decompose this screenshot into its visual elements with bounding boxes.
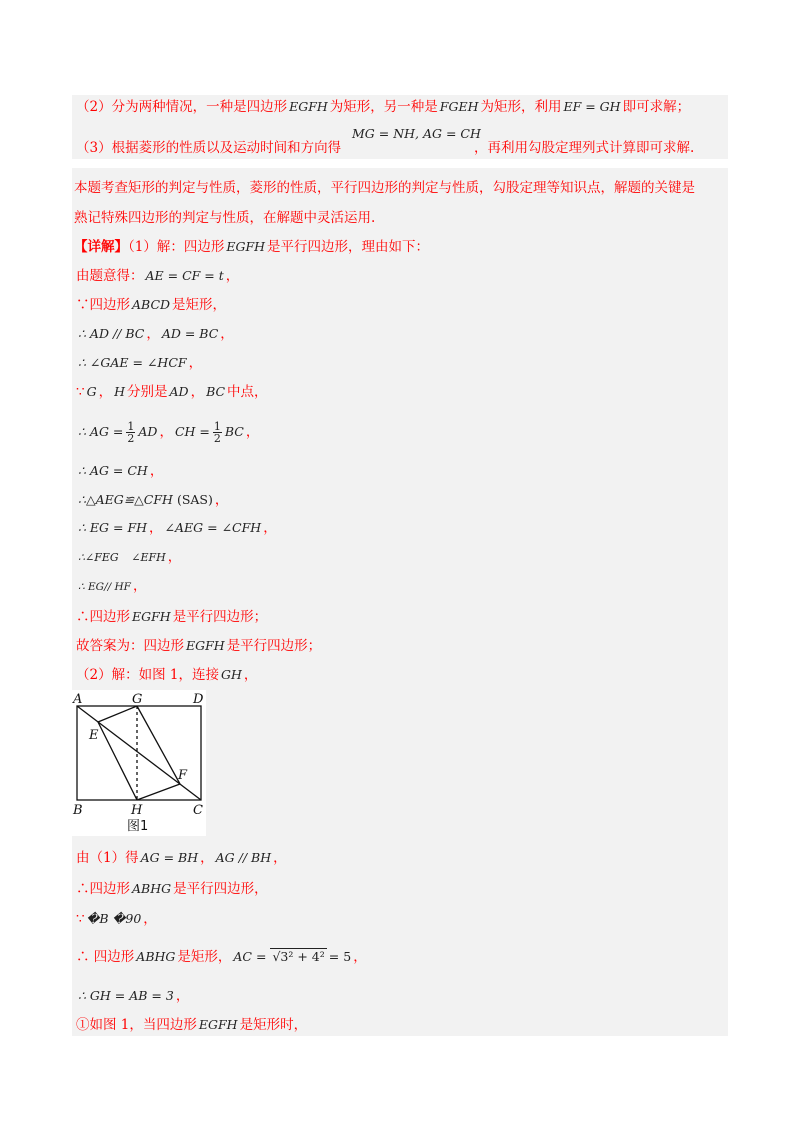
step-line [76, 909, 157, 929]
text: 分别是 [127, 384, 168, 400]
label-a: A [73, 692, 83, 707]
text: ， [188, 355, 203, 371]
text: （2）解：如图 1，连接 [76, 667, 219, 683]
text: ， [149, 520, 163, 536]
text: ∵ [76, 911, 85, 927]
math: GH [220, 667, 242, 682]
math: FGEH [439, 99, 479, 114]
segment-eg [98, 706, 137, 722]
numerator: 1 [213, 420, 221, 433]
text: （2）分为两种情况，一种是四边形 [76, 99, 288, 115]
text: （3）根据菱形的性质以及运动时间和方向得 [76, 140, 342, 156]
figure-caption: 图1 [127, 819, 149, 834]
figure-svg [72, 690, 206, 836]
answer-line [76, 636, 321, 656]
step-line [76, 607, 267, 627]
text: 即可求解； [622, 99, 691, 115]
step-line [76, 879, 268, 899]
math: EF = GH [563, 99, 621, 114]
text: 是矩形， [177, 949, 232, 965]
step-line [76, 382, 268, 402]
math: EGFH [186, 638, 225, 653]
text: 为矩形，利用 [480, 99, 562, 115]
summary-line-1 [74, 178, 695, 198]
text: ，再利用勾股定理列式计算即可求解. [474, 140, 695, 156]
text: 熟记特殊四边形的判定与性质，在解题中灵活运用. [74, 210, 376, 226]
step-line [76, 324, 234, 344]
math: √3² + 4² [272, 949, 325, 964]
text: 为矩形，另一种是 [329, 99, 438, 115]
label-d: D [193, 692, 204, 707]
text: ∵ [76, 384, 85, 400]
math: AG // BH [215, 850, 272, 865]
label-f: F [178, 768, 188, 783]
step-line [76, 461, 163, 481]
geometry-figure-1 [72, 690, 206, 836]
text: ， [149, 463, 164, 479]
math: ∴ EG = FH [78, 520, 148, 535]
text: 中点， [227, 384, 268, 400]
text: （1）解：四边形 [128, 239, 225, 255]
label-b: B [73, 803, 83, 818]
text: 故答案为：四边形 [76, 638, 184, 654]
label-h: H [131, 803, 143, 818]
text: ， [245, 424, 260, 440]
text: ①如图 1，当四边形 [76, 1017, 197, 1033]
text: 是矩形时， [239, 1017, 308, 1033]
segment-fh [137, 784, 180, 800]
math: ∴△AEG≌△CFH [78, 492, 173, 507]
math: AG = BH [140, 850, 199, 865]
math: EGFH [132, 609, 171, 624]
diagonal-ac [77, 706, 201, 800]
math: CH = [174, 424, 210, 439]
text: ∴四边形 [76, 881, 130, 897]
text: ， [175, 988, 190, 1004]
math: ABCD [132, 297, 171, 312]
text: ， [190, 384, 205, 400]
label-g: G [132, 692, 143, 707]
text: 是平行四边形， [173, 881, 268, 897]
math: AD [169, 384, 189, 399]
step-line [76, 353, 202, 373]
text: 由（1）得 [76, 850, 139, 866]
math: = 5 [328, 949, 352, 964]
text: ， [225, 268, 240, 284]
math: AE = CF = t [145, 268, 224, 283]
math: AD = BC [161, 326, 219, 341]
math: G [86, 384, 97, 399]
math: �B �90 [86, 911, 142, 926]
case-1-line [76, 1015, 307, 1035]
denominator: 2 [127, 432, 135, 445]
math: ∴ EG// HF [78, 581, 131, 593]
text: 由题意得： [76, 268, 144, 284]
text: ∵四边形 [76, 297, 130, 313]
text: ， [167, 549, 182, 565]
solution-hint-3-math [350, 124, 483, 144]
step-line [76, 518, 277, 538]
fraction [213, 421, 222, 444]
step-line-fractions [76, 418, 259, 446]
math: ∠AEG = ∠CFH [164, 520, 262, 535]
part-2-heading [76, 665, 257, 685]
detail-heading [74, 237, 429, 257]
step-line [76, 947, 367, 967]
detail-label: 【详解】 [74, 239, 128, 255]
math: (SAS) [176, 492, 213, 507]
math: EGFH [289, 99, 328, 114]
math: ∠EFH [131, 551, 166, 564]
math: EGFH [198, 1017, 238, 1032]
segment-gf [137, 706, 180, 784]
math: ∴ GH = AB = 3 [78, 988, 174, 1003]
math: ABHG [132, 881, 172, 896]
text: ∴ 四边形 [76, 949, 135, 965]
text: ， [132, 578, 147, 594]
numerator: 1 [127, 420, 135, 433]
segment-he [98, 722, 137, 800]
step-line [76, 848, 287, 868]
text: ， [159, 424, 173, 440]
text: ， [98, 384, 113, 400]
text: 是平行四边形，理由如下： [267, 239, 430, 255]
math: AD [138, 424, 158, 439]
label-e: E [89, 728, 99, 743]
text: ， [263, 520, 277, 536]
label-c: C [193, 803, 203, 818]
math: EGFH [226, 239, 266, 254]
summary-line-2 [74, 208, 375, 228]
denominator: 2 [213, 432, 221, 445]
math: ∴ AD // BC [78, 326, 145, 341]
text: 本题考查矩形的判定与性质，菱形的性质，平行四边形的判定与性质，勾股定理等知识点，解题的关键是 [74, 180, 695, 196]
step-line [76, 295, 226, 315]
fraction [126, 421, 135, 444]
math: ∴ AG = [78, 424, 124, 439]
step-line [76, 576, 146, 597]
text: 是平行四边形； [226, 638, 322, 654]
math: ∴ AG = CH [78, 463, 148, 478]
text: ， [200, 850, 214, 866]
text: ， [146, 326, 160, 342]
step-line [76, 986, 189, 1006]
text: ， [273, 850, 287, 866]
text: ， [220, 326, 234, 342]
math: AC = [233, 949, 267, 964]
solution-hint-2 [76, 97, 690, 117]
solution-hint-3-end [474, 138, 694, 158]
math: ∴ ∠GAE = ∠HCF [78, 355, 187, 370]
text: ， [214, 492, 229, 508]
text: ， [143, 911, 157, 927]
text: 是矩形， [172, 297, 227, 313]
math: H [114, 384, 125, 399]
text: 是平行四边形； [172, 609, 268, 625]
text: ∴四边形 [76, 609, 130, 625]
text: ， [353, 949, 367, 965]
step-line [76, 490, 228, 510]
step-line [76, 266, 239, 286]
math: MG = NH, AG = CH [352, 126, 481, 141]
solution-hint-3 [76, 138, 341, 158]
math: BC [224, 424, 244, 439]
math: ABHG [136, 949, 176, 964]
math: ∴∠FEG [78, 551, 119, 564]
math: BC [206, 384, 226, 399]
step-line [76, 547, 181, 568]
text: ， [243, 667, 258, 683]
